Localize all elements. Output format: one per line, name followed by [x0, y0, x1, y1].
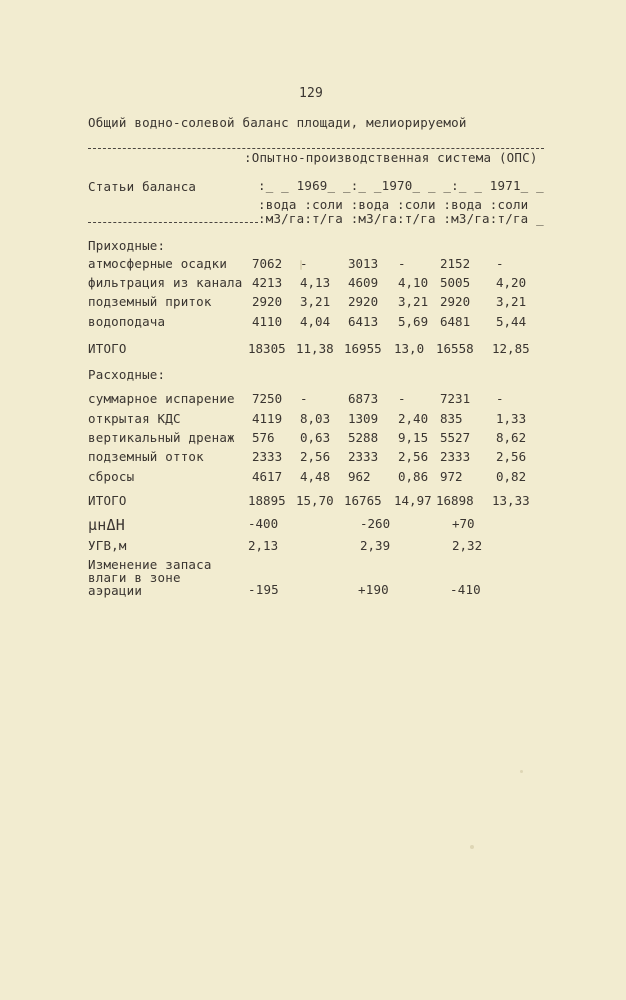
table-cell: 1309 — [348, 411, 379, 426]
table-cell: 2,56 — [398, 449, 429, 464]
table-cell: 3,21 — [496, 294, 527, 309]
section-title: Расходные: — [88, 367, 166, 382]
table-cell: 7250 — [252, 391, 283, 406]
table-cell: 5,44 — [496, 314, 527, 329]
extra-cell: 2,13 — [248, 538, 279, 553]
section-title: Приходные: — [88, 238, 166, 253]
table-cell: 8,62 — [496, 430, 527, 445]
table-cell: 972 — [440, 469, 463, 484]
row-label: суммарное испарение — [88, 391, 235, 406]
table-cell: - — [496, 391, 504, 406]
extra-label: μнΔH — [88, 516, 125, 534]
table-cell: 4,04 — [300, 314, 331, 329]
extra-cell: 2,39 — [360, 538, 391, 553]
moisture-label-1: Изменение запаса — [88, 557, 212, 572]
table-cell: 5,69 — [398, 314, 429, 329]
row-label: фильтрация из канала — [88, 275, 243, 290]
table-cell: 4,48 — [300, 469, 331, 484]
total-cell: 16765 — [344, 493, 382, 508]
divider — [88, 148, 544, 149]
total-cell: 18305 — [248, 341, 286, 356]
total-label: ИТОГО — [88, 341, 127, 356]
row-label: подземный отток — [88, 449, 204, 464]
total-cell: 12,85 — [492, 341, 530, 356]
table-cell: 2,40 — [398, 411, 429, 426]
row-label: сбросы — [88, 469, 135, 484]
table-cell: 7062 — [252, 256, 283, 271]
total-cell: 15,70 — [296, 493, 334, 508]
total-cell: 13,0 — [394, 341, 425, 356]
moisture-value-1969: -195 — [248, 582, 279, 597]
table-cell: 2920 — [348, 294, 379, 309]
table-cell: - — [300, 256, 308, 271]
table-cell: 4609 — [348, 275, 379, 290]
table-cell: 3,21 — [398, 294, 429, 309]
system-header: :Опытно-производственная система (ОПС) — [244, 150, 538, 165]
moisture-value-1971: -410 — [450, 582, 481, 597]
total-label: ИТОГО — [88, 493, 127, 508]
table-cell: 2920 — [252, 294, 283, 309]
total-cell: 16898 — [436, 493, 474, 508]
table-cell: 8,03 — [300, 411, 331, 426]
divider — [88, 222, 258, 223]
units-header-2: :м3/га:т/га :м3/га:т/га :м3/га:т/га _ — [258, 211, 544, 226]
extra-cell: -400 — [248, 516, 279, 531]
extra-cell: 2,32 — [452, 538, 483, 553]
table-cell: 9,15 — [398, 430, 429, 445]
table-cell: 2333 — [252, 449, 283, 464]
units-header-1: :вода :соли :вода :соли :вода :соли — [258, 197, 529, 212]
row-label: подземный приток — [88, 294, 212, 309]
paper-stain — [470, 845, 474, 849]
table-cell: 4,20 — [496, 275, 527, 290]
table-cell: 835 — [440, 411, 463, 426]
moisture-label-2: влаги в зоне — [88, 570, 181, 585]
extra-cell: -260 — [360, 516, 391, 531]
total-cell: 18895 — [248, 493, 286, 508]
row-label: водоподача — [88, 314, 166, 329]
page-title: Общий водно-солевой баланс площади, мелиорируемой — [88, 115, 467, 130]
table-cell: 3,21 — [300, 294, 331, 309]
table-cell: - — [496, 256, 504, 271]
table-cell: - — [398, 256, 406, 271]
table-cell: 576 — [252, 430, 275, 445]
table-cell: 4,13 — [300, 275, 331, 290]
row-label: открытая КДС — [88, 411, 181, 426]
table-cell: - — [300, 391, 308, 406]
table-cell: 6413 — [348, 314, 379, 329]
table-cell: 0,82 — [496, 469, 527, 484]
table-cell: 962 — [348, 469, 371, 484]
table-cell: 3013 — [348, 256, 379, 271]
table-cell: 4119 — [252, 411, 283, 426]
total-cell: 16955 — [344, 341, 382, 356]
total-cell: 13,33 — [492, 493, 530, 508]
years-header: :_ _ 1969_ _:_ _1970_ _ _:_ _ 1971_ _ — [258, 178, 544, 193]
table-cell: 2152 — [440, 256, 471, 271]
table-cell: 4617 — [252, 469, 283, 484]
extra-cell: +70 — [452, 516, 475, 531]
page-number: 129 — [299, 86, 324, 101]
table-cell: 4213 — [252, 275, 283, 290]
moisture-value-1970: +190 — [358, 582, 389, 597]
table-cell: 2333 — [348, 449, 379, 464]
table-cell: - — [398, 391, 406, 406]
table-cell: 5288 — [348, 430, 379, 445]
table-cell: 4110 — [252, 314, 283, 329]
table-cell: 5527 — [440, 430, 471, 445]
table-cell: 5005 — [440, 275, 471, 290]
paper-stain — [520, 770, 523, 773]
extra-label: УГВ,м — [88, 538, 127, 553]
row-label: вертикальный дренаж — [88, 430, 235, 445]
articles-header: Статьи баланса — [88, 179, 197, 194]
table-cell: 2,56 — [496, 449, 527, 464]
table-cell: 0,63 — [300, 430, 331, 445]
moisture-label-3: аэрации — [88, 583, 143, 598]
table-cell: 0,86 — [398, 469, 429, 484]
table-cell: 6873 — [348, 391, 379, 406]
table-cell: 6481 — [440, 314, 471, 329]
table-cell: 4,10 — [398, 275, 429, 290]
table-cell: 7231 — [440, 391, 471, 406]
total-cell: 14,97 — [394, 493, 432, 508]
total-cell: 16558 — [436, 341, 474, 356]
table-cell: 2920 — [440, 294, 471, 309]
table-cell: 2,56 — [300, 449, 331, 464]
table-cell: 1,33 — [496, 411, 527, 426]
table-cell: 2333 — [440, 449, 471, 464]
row-label: атмосферные осадки — [88, 256, 228, 271]
total-cell: 11,38 — [296, 341, 334, 356]
